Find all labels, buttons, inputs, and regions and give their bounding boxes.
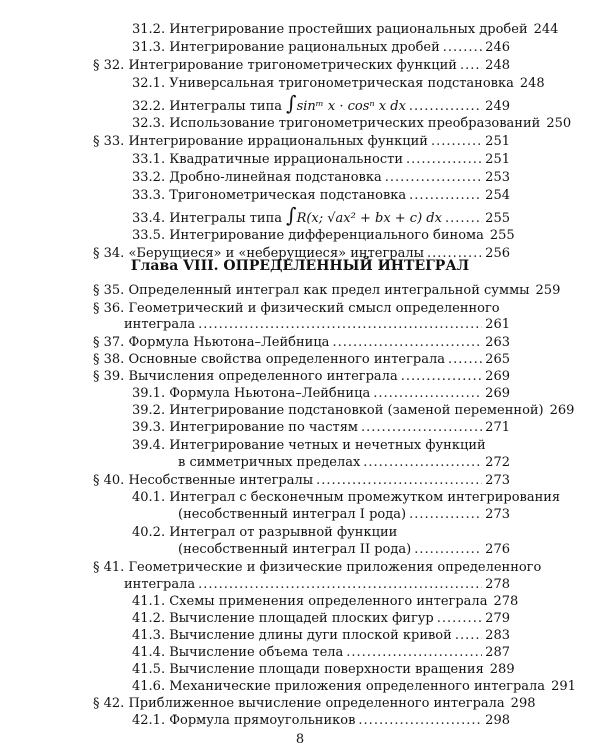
- section-title: Приближенное вычисление определенного интеграла: [128, 696, 505, 711]
- entry-number: 40.1.: [132, 490, 166, 505]
- leader-dots: [455, 628, 482, 644]
- toc-continuation: [178, 542, 510, 558]
- entry-page: 269: [549, 403, 575, 418]
- entry-page: 283: [485, 628, 510, 643]
- entry-page: 248: [485, 58, 510, 73]
- entry-title: Интегралы типа: [169, 99, 282, 114]
- leader-dots: [316, 473, 482, 489]
- entry-page: 289: [489, 662, 515, 677]
- entry-page: 256: [485, 246, 510, 261]
- section-title-continued: интеграла: [124, 577, 196, 592]
- entry-number: 33.5.: [132, 228, 166, 243]
- entry-number: 39.1.: [132, 386, 166, 401]
- section-title: Основные свойства определенного интеграла: [128, 352, 445, 367]
- leader-dots: [332, 335, 482, 351]
- entry-title: Интегрирование четных и нечетных функций: [169, 438, 486, 453]
- toc-entry: [132, 170, 510, 186]
- toc-section: [93, 283, 561, 299]
- leader-dots: [431, 134, 482, 150]
- entry-title: Формула Ньютона–Лейбница: [169, 386, 371, 401]
- entry-title: Интегрирование подстановкой (заменой переменной): [169, 403, 544, 418]
- entry-number: 41.5.: [132, 662, 166, 677]
- entry-page: 246: [485, 40, 510, 55]
- entry-title: Интегрирование рациональных дробей: [169, 40, 440, 55]
- section-number: § 33.: [93, 134, 125, 149]
- toc-entry: [132, 679, 576, 695]
- section-title: Определенный интеграл как предел интегральной суммы: [128, 283, 530, 298]
- toc-entry: [132, 403, 575, 419]
- entry-page: 261: [485, 317, 510, 332]
- toc-entry: [132, 438, 486, 454]
- leader-dots: [373, 386, 482, 402]
- section-number: § 41.: [93, 560, 125, 575]
- entry-number: 41.1.: [132, 594, 166, 609]
- entry-page: 271: [485, 420, 510, 435]
- toc-entry: [132, 152, 510, 168]
- entry-title: Механические приложения определенного интеграла: [169, 679, 546, 694]
- toc-section: [93, 134, 510, 150]
- section-number: § 39.: [93, 369, 125, 384]
- leader-dots: [385, 170, 482, 186]
- entry-number: 41.3.: [132, 628, 166, 643]
- toc-section: [93, 696, 536, 712]
- toc-entry: [132, 228, 515, 244]
- entry-title-continued: (несобственный интеграл II рода): [178, 542, 412, 557]
- entry-number: 32.2.: [132, 99, 166, 114]
- toc-entry: [132, 91, 510, 115]
- entry-page: 287: [485, 645, 510, 660]
- entry-page: 276: [485, 542, 510, 557]
- toc-section: [93, 352, 510, 368]
- entry-number: 33.4.: [132, 211, 166, 226]
- section-title: «Берущиеся» и «неберущиеся» интегралы: [128, 246, 424, 261]
- toc-continuation: [178, 455, 510, 471]
- toc-entry: [132, 611, 510, 627]
- page-number: 8: [295, 732, 305, 747]
- entry-page: 269: [485, 369, 510, 384]
- section-number: § 36.: [93, 301, 125, 316]
- toc-section: [93, 335, 510, 351]
- entry-title: Вычисление площадей плоских фигур: [169, 611, 434, 626]
- entry-title: Интеграл с бесконечным промежутком интегрирования: [169, 490, 561, 505]
- entry-title: Вычисление длины дуги плоской кривой: [169, 628, 452, 643]
- toc-entry: [132, 525, 397, 541]
- chapter-heading: Глава VIII. ОПРЕДЕЛЕННЫЙ ИНТЕГРАЛ: [130, 258, 470, 274]
- toc-entry: [132, 713, 510, 729]
- section-number: § 34.: [93, 246, 125, 261]
- toc-entry: [132, 628, 510, 644]
- toc-entry: [132, 188, 510, 204]
- toc-continuation: [178, 507, 510, 523]
- toc-entry: [132, 116, 572, 132]
- entry-title-continued: (несобственный интеграл I рода): [178, 507, 407, 522]
- section-title-continued: интеграла: [124, 317, 196, 332]
- leader-dots: [358, 713, 482, 729]
- entry-number: 32.1.: [132, 76, 166, 91]
- leader-dots: [414, 542, 482, 558]
- entry-page: 244: [533, 22, 559, 37]
- leader-dots: [409, 188, 482, 204]
- toc-entry: [132, 40, 510, 56]
- toc-entry: [132, 420, 510, 436]
- entry-number: 41.4.: [132, 645, 166, 660]
- section-number: § 37.: [93, 335, 125, 350]
- entry-title: Формула прямоугольников: [169, 713, 356, 728]
- leader-dots: [361, 420, 482, 436]
- section-number: § 35.: [93, 283, 125, 298]
- leader-dots: [409, 507, 482, 523]
- toc-section: [93, 369, 510, 385]
- entry-page: 263: [485, 335, 510, 350]
- entry-title: Дробно-линейная подстановка: [169, 170, 382, 185]
- entry-page: 255: [489, 228, 515, 243]
- entry-page: 291: [551, 679, 576, 694]
- entry-title: Вычисление объема тела: [169, 645, 344, 660]
- entry-title: Схемы применения определенного интеграла: [169, 594, 488, 609]
- entry-page: 279: [485, 611, 510, 626]
- section-number: § 32.: [93, 58, 125, 73]
- entry-page: 251: [485, 152, 510, 167]
- toc-entry: [132, 662, 515, 678]
- toc-section: [93, 301, 500, 317]
- toc-entry: [132, 203, 510, 227]
- leader-dots: [445, 211, 482, 227]
- entry-title-continued: в симметричных пределах: [178, 455, 361, 470]
- entry-page: 278: [493, 594, 519, 609]
- entry-page: 278: [485, 577, 510, 592]
- entry-number: 33.3.: [132, 188, 166, 203]
- entry-title: Квадратичные иррациональности: [169, 152, 404, 167]
- entry-number: 32.3.: [132, 116, 166, 131]
- entry-page: 250: [546, 116, 572, 131]
- entry-title: Тригонометрическая подстановка: [169, 188, 407, 203]
- section-number: § 40.: [93, 473, 125, 488]
- entry-page: 255: [485, 211, 510, 226]
- entry-number: 41.6.: [132, 679, 166, 694]
- entry-number: 31.2.: [132, 22, 166, 37]
- entry-page: 251: [485, 134, 510, 149]
- entry-number: 41.2.: [132, 611, 166, 626]
- entry-number: 33.2.: [132, 170, 166, 185]
- section-title: Несобственные интегралы: [128, 473, 314, 488]
- section-title: Геометрические и физические приложения определенного: [128, 560, 542, 575]
- entry-title: Интегрирование по частям: [169, 420, 359, 435]
- entry-page: 298: [485, 713, 510, 728]
- entry-title: Интеграл от разрывной функции: [169, 525, 398, 540]
- entry-page: 273: [485, 507, 510, 522]
- toc-continuation: [124, 317, 510, 333]
- entry-title: Универсальная тригонометрическая подстановка: [169, 76, 514, 91]
- entry-number: 40.2.: [132, 525, 166, 540]
- entry-page: 259: [535, 283, 561, 298]
- leader-dots: [460, 58, 482, 74]
- leader-dots: [406, 152, 482, 168]
- toc-entry: [132, 386, 510, 402]
- entry-number: 39.3.: [132, 420, 166, 435]
- entry-title: Вычисление площади поверхности вращения: [169, 662, 484, 677]
- section-title: Интегрирование тригонометрических функций: [128, 58, 457, 73]
- leader-dots: [443, 40, 482, 56]
- section-title: Интегрирование иррациональных функций: [128, 134, 428, 149]
- section-title: Геометрический и физический смысл определенного: [128, 301, 500, 316]
- leader-dots: [198, 317, 482, 333]
- entry-page: 272: [485, 455, 510, 470]
- section-number: § 38.: [93, 352, 125, 367]
- entry-title: Интегрирование простейших рациональных дробей: [169, 22, 528, 37]
- entry-title: Интегрирование дифференциального бинома: [169, 228, 484, 243]
- entry-page: 254: [485, 188, 510, 203]
- entry-page: 248: [519, 76, 545, 91]
- toc-continuation: [124, 577, 510, 593]
- entry-number: 39.2.: [132, 403, 166, 418]
- toc-entry: [132, 594, 519, 610]
- section-title: Формула Ньютона–Лейбница: [128, 335, 330, 350]
- leader-dots: [401, 369, 482, 385]
- toc-entry: [132, 645, 510, 661]
- entry-page: 273: [485, 473, 510, 488]
- entry-title: Интегралы типа: [169, 211, 282, 226]
- toc-section: [93, 58, 510, 74]
- entry-number: 33.1.: [132, 152, 166, 167]
- entry-page: 253: [485, 170, 510, 185]
- leader-dots: [198, 577, 482, 593]
- toc-entry: [132, 490, 560, 506]
- leader-dots: [448, 352, 482, 368]
- entry-number: 42.1.: [132, 713, 166, 728]
- integral-sign-icon: ∫: [286, 203, 297, 227]
- entry-page: 298: [510, 696, 536, 711]
- entry-page: 269: [485, 386, 510, 401]
- toc-entry: [132, 76, 545, 92]
- section-title: Вычисления определенного интеграла: [128, 369, 398, 384]
- leader-dots: [437, 611, 482, 627]
- section-number: § 42.: [93, 696, 125, 711]
- entry-page: 249: [485, 99, 510, 114]
- leader-dots: [409, 99, 482, 115]
- entry-number: 39.4.: [132, 438, 166, 453]
- toc-section: [93, 560, 541, 576]
- entry-formula: R(x; √ax² + bx + c) dx: [296, 211, 442, 226]
- entry-title: Использование тригонометрических преобразований: [169, 116, 541, 131]
- entry-number: 31.3.: [132, 40, 166, 55]
- entry-formula: sinᵐ x · cosⁿ x dx: [296, 99, 406, 114]
- toc-entry: [132, 22, 559, 38]
- integral-sign-icon: ∫: [286, 91, 297, 115]
- toc-section: [93, 473, 510, 489]
- leader-dots: [346, 645, 482, 661]
- entry-page: 265: [485, 352, 510, 367]
- leader-dots: [363, 455, 482, 471]
